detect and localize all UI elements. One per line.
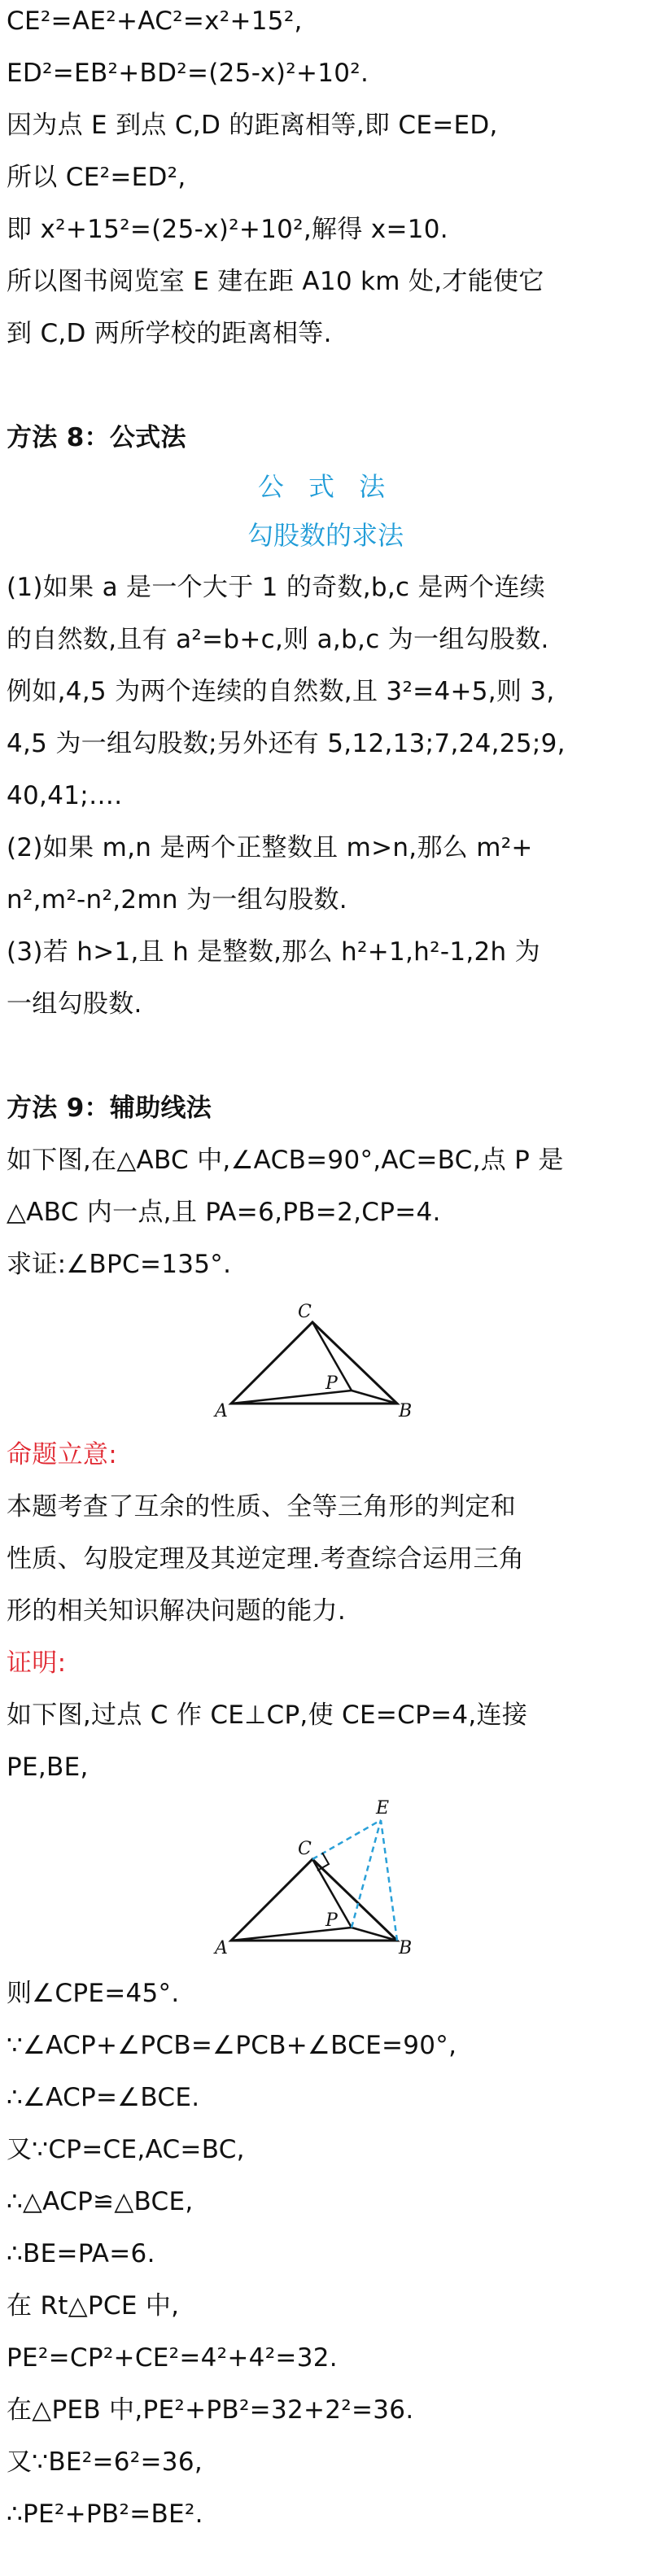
text-line: 例如,4,5 为两个连续的自然数,且 3²=4+5,则 3, bbox=[7, 677, 555, 706]
label-a: A bbox=[215, 1401, 228, 1420]
label-b: B bbox=[399, 1938, 413, 1957]
text-line: 在△PEB 中,PE²+PB²=32+2²=36. bbox=[7, 2395, 414, 2425]
triangle-figure bbox=[203, 1298, 448, 1420]
text-line: 一组勾股数. bbox=[7, 989, 142, 1019]
text-line: 所以 CE²=ED², bbox=[7, 163, 186, 192]
text-line: 即 x²+15²=(25-x)²+10²,解得 x=10. bbox=[7, 215, 448, 244]
text-line: ∵∠ACP+∠PCB=∠PCB+∠BCE=90°, bbox=[7, 2031, 457, 2060]
label-p: P bbox=[326, 1910, 338, 1931]
text-line: 所以图书阅览室 E 建在距 A10 km 处,才能使它 bbox=[7, 267, 544, 296]
text-line: (3)若 h>1,且 h 是整数,那么 h²+1,h²-1,2h 为 bbox=[7, 937, 540, 967]
text-line: ED²=EB²+BD²=(25-x)²+10². bbox=[7, 59, 369, 88]
text-line: △ABC 内一点,且 PA=6,PB=2,CP=4. bbox=[7, 1198, 441, 1227]
text-line: n²,m²-n²,2mn 为一组勾股数. bbox=[7, 885, 347, 915]
label-e: E bbox=[376, 1798, 390, 1818]
text-line: (2)如果 m,n 是两个正整数且 m>n,那么 m²+ bbox=[7, 833, 533, 862]
method8-title: 公 式 法 bbox=[257, 471, 394, 502]
text-line: ∴△ACP≌△BCE, bbox=[7, 2187, 194, 2216]
text-line: ∴∠ACP=∠BCE. bbox=[7, 2083, 200, 2112]
method9-heading: 方法 9：辅助线法 bbox=[7, 1094, 212, 1123]
text-line: 性质、勾股定理及其逆定理.考查综合运用三角 bbox=[7, 1544, 525, 1574]
segment-be bbox=[381, 1820, 397, 1941]
text-line: 40,41;…. bbox=[7, 781, 123, 810]
text-line: 因为点 E 到点 C,D 的距离相等,即 CE=ED, bbox=[7, 111, 498, 140]
text-line: PE,BE, bbox=[7, 1753, 89, 1782]
text-line: 如下图,过点 C 作 CE⊥CP,使 CE=CP=4,连接 bbox=[7, 1701, 528, 1730]
text-line: 求证:∠BPC=135°. bbox=[7, 1250, 232, 1279]
triangle-abc bbox=[231, 1859, 397, 1941]
text-line: ∴BE=PA=6. bbox=[7, 2239, 155, 2268]
intent-label: 命题立意: bbox=[7, 1440, 117, 1469]
triangle-abc bbox=[231, 1322, 397, 1404]
method8-subtitle: 勾股数的求法 bbox=[247, 520, 404, 551]
text-line: 在 Rt△PCE 中, bbox=[7, 2291, 180, 2321]
text-line: 的自然数,且有 a²=b+c,则 a,b,c 为一组勾股数. bbox=[7, 625, 549, 654]
right-angle-mark bbox=[317, 1853, 329, 1871]
text-line: 4,5 为一组勾股数;另外还有 5,12,13;7,24,25;9, bbox=[7, 729, 566, 758]
text-line: 本题考查了互余的性质、全等三角形的判定和 bbox=[7, 1492, 516, 1522]
proof-label: 证明: bbox=[7, 1648, 67, 1678]
text-line: 形的相关知识解决问题的能力. bbox=[7, 1596, 347, 1626]
auxiliary-line-figure bbox=[203, 1794, 448, 1957]
label-c: C bbox=[298, 1839, 312, 1859]
text-line: 则∠CPE=45°. bbox=[7, 1979, 180, 2008]
method8-heading: 方法 8：公式法 bbox=[7, 423, 186, 452]
text-line: 到 C,D 两所学校的距离相等. bbox=[7, 319, 332, 348]
text-line: CE²=AE²+AC²=x²+15², bbox=[7, 7, 303, 36]
text-line: 又∵BE²=6²=36, bbox=[7, 2447, 203, 2477]
text-line: 又∵CP=CE,AC=BC, bbox=[7, 2135, 245, 2164]
label-b: B bbox=[399, 1401, 413, 1420]
text-line: 如下图,在△ABC 中,∠ACB=90°,AC=BC,点 P 是 bbox=[7, 1146, 564, 1175]
text-line: ∴PE²+PB²=BE². bbox=[7, 2500, 203, 2529]
label-c: C bbox=[298, 1302, 312, 1322]
label-a: A bbox=[215, 1938, 228, 1957]
text-line: PE²=CP²+CE²=4²+4²=32. bbox=[7, 2343, 338, 2373]
label-p: P bbox=[326, 1373, 338, 1394]
text-line: (1)如果 a 是一个大于 1 的奇数,b,c 是两个连续 bbox=[7, 573, 546, 602]
